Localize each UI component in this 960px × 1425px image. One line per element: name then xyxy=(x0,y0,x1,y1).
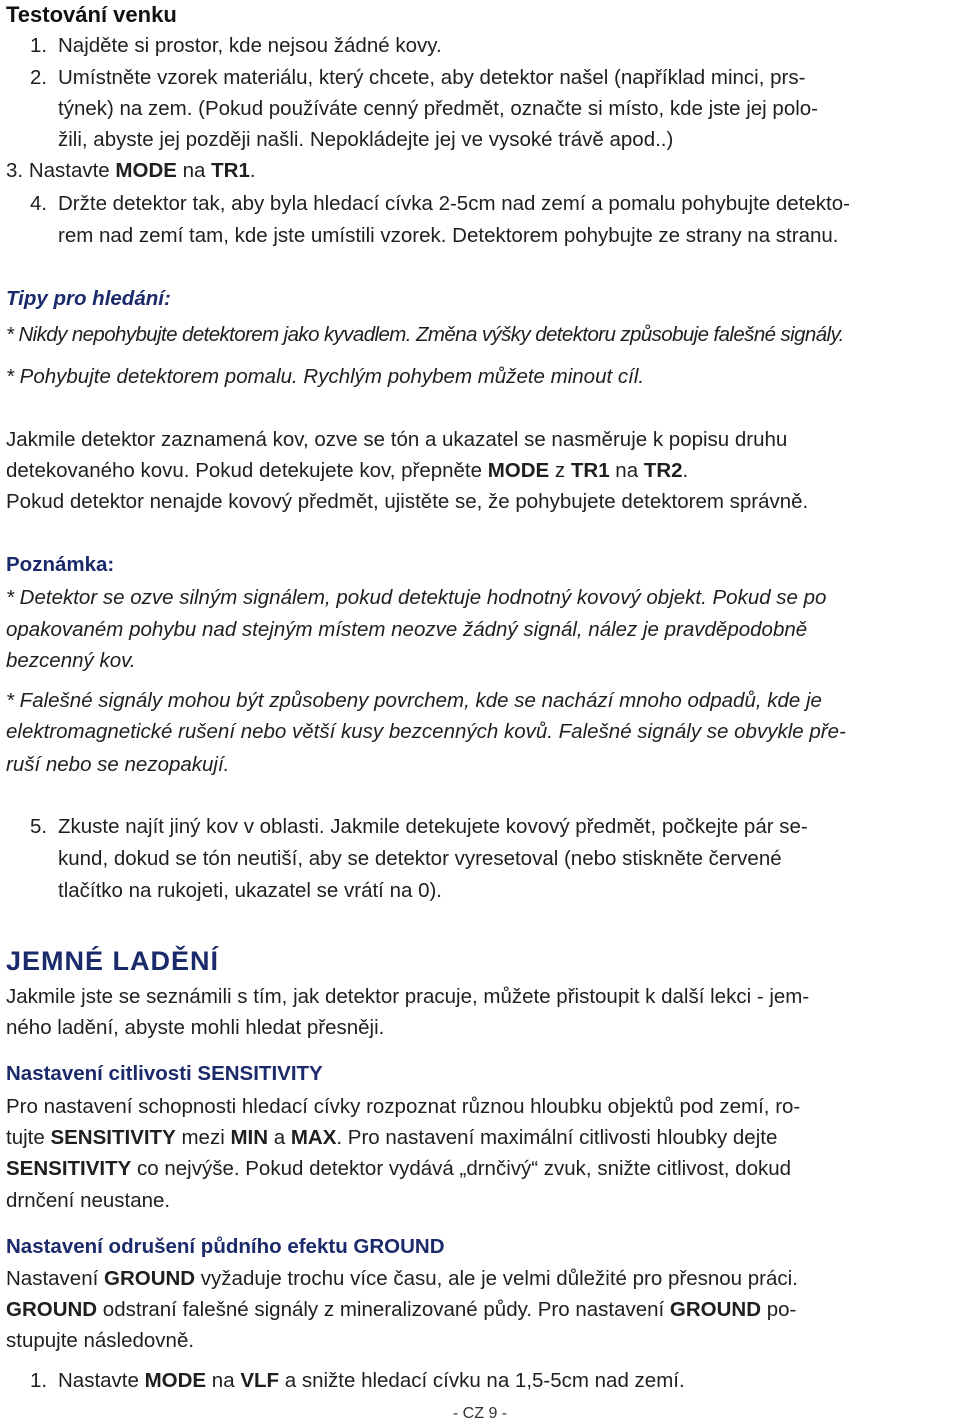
sens-line-3: SENSITIVITY co nejvýše. Pokud detektor vydává „drnčivý“ zvuk, snižte citlivost, dokud xyxy=(6,1157,792,1180)
note-line-5: elektromagnetické rušení nebo větší kusy bezcenných kovů. Falešné signály se obvykle pře- xyxy=(6,720,846,743)
step-1-text: Najděte si prostor, kde nejsou žádné kovy. xyxy=(58,34,442,57)
sens-line-1: Pro nastavení schopnosti hledací cívky rozpoznat různou hloubku objektů pod zemí, ro- xyxy=(6,1095,801,1118)
detect-line-1: Jakmile detektor zaznamená kov, ozve se tón a ukazatel se nasměruje k popisu druhu xyxy=(6,428,788,451)
step-2-line-1: Umístněte vzorek materiálu, který chcete, aby detektor našel (například minci, prs- xyxy=(58,66,806,89)
step-5-line-3: tlačítko na rukojeti, ukazatel se vrátí na 0). xyxy=(58,879,442,902)
sens-line-2: tujte SENSITIVITY mezi MIN a MAX. Pro nastavení maximální citlivosti hloubky dejte xyxy=(6,1126,778,1149)
note-line-6: ruší nebo se nezopakují. xyxy=(6,753,230,776)
step-4-line-2: rem nad zemí tam, kde jste umístili vzorek. Detektorem pohybujte ze strany na stranu. xyxy=(58,224,839,247)
step-2-line-2: týnek) na zem. (Pokud používáte cenný předmět, označte si místo, kde jste jej polo- xyxy=(58,97,819,120)
step-5-line-1: Zkuste najít jiný kov v oblasti. Jakmile detekujete kovový předmět, počkejte pár se- xyxy=(58,815,808,838)
ground-line-3: stupujte následovně. xyxy=(6,1329,195,1352)
detect-line-2: detekovaného kovu. Pokud detekujete kov, přepněte MODE z TR1 na TR2. xyxy=(6,459,689,482)
note-title: Poznámka: xyxy=(6,553,115,576)
sens-line-4: drnčení neustane. xyxy=(6,1189,171,1212)
ground-title: Nastavení odrušení půdního efektu GROUND xyxy=(6,1235,445,1258)
step-4-line-1: Držte detektor tak, aby byla hledací cívka 2-5cm nad zemí a pomalu pohybujte detekto- xyxy=(58,192,850,215)
tip-1: * Nikdy nepohybujte detektorem jako kyvadlem. Změna výšky detektoru způsobuje falešné signály. xyxy=(6,323,844,346)
note-line-4: * Falešné signály mohou být způsobeny povrchem, kde se nachází mnoho odpadů, kde je xyxy=(6,689,822,712)
tips-title: Tipy pro hledání: xyxy=(6,287,171,310)
fine-line-1: Jakmile jste se seznámili s tím, jak detektor pracuje, můžete přistoupit k další lekci - jem- xyxy=(6,985,810,1008)
detect-line-3: Pokud detektor nenajde kovový předmět, ujistěte se, že pohybujete detektorem správně. xyxy=(6,490,809,513)
page-number-footer: - CZ 9 - xyxy=(452,1405,508,1422)
ground-line-2: GROUND odstraní falešné signály z mineralizované půdy. Pro nastavení GROUND po- xyxy=(6,1298,797,1321)
fine-tuning-title: JEMNÉ LADĚNÍ xyxy=(6,946,220,976)
sensitivity-title: Nastavení citlivosti SENSITIVITY xyxy=(6,1062,323,1085)
step-2-line-3: žili, abyste jej později našli. Nepokládejte jej ve vysoké trávě apod..) xyxy=(58,128,674,151)
tip-2: * Pohybujte detektorem pomalu. Rychlým pohybem můžete minout cíl. xyxy=(6,365,645,388)
note-line-2: opakovaném pohybu nad stejným místem neozve žádný signál, nález je pravděpodobně xyxy=(6,618,808,641)
note-line-1: * Detektor se ozve silným signálem, pokud detektuje hodnotný kovový objekt. Pokud se po xyxy=(6,586,827,609)
ground-line-1: Nastavení GROUND vyžaduje trochu více času, ale je velmi důležité pro přesnou práci. xyxy=(6,1267,798,1290)
step-5-line-2: kund, dokud se tón neutiší, aby se detektor vyresetoval (nebo stiskněte červené xyxy=(58,847,782,870)
note-line-3: bezcenný kov. xyxy=(6,649,136,672)
section-title-outdoor: Testování venku xyxy=(6,2,177,27)
ground-step-1-text: Nastavte MODE na VLF a snižte hledací cívku na 1,5-5cm nad zemí. xyxy=(58,1369,685,1392)
fine-line-2: ného ladění, abyste mohli hledat přesněji. xyxy=(6,1016,385,1039)
step-3: 3. Nastavte MODE na TR1. xyxy=(6,159,256,182)
